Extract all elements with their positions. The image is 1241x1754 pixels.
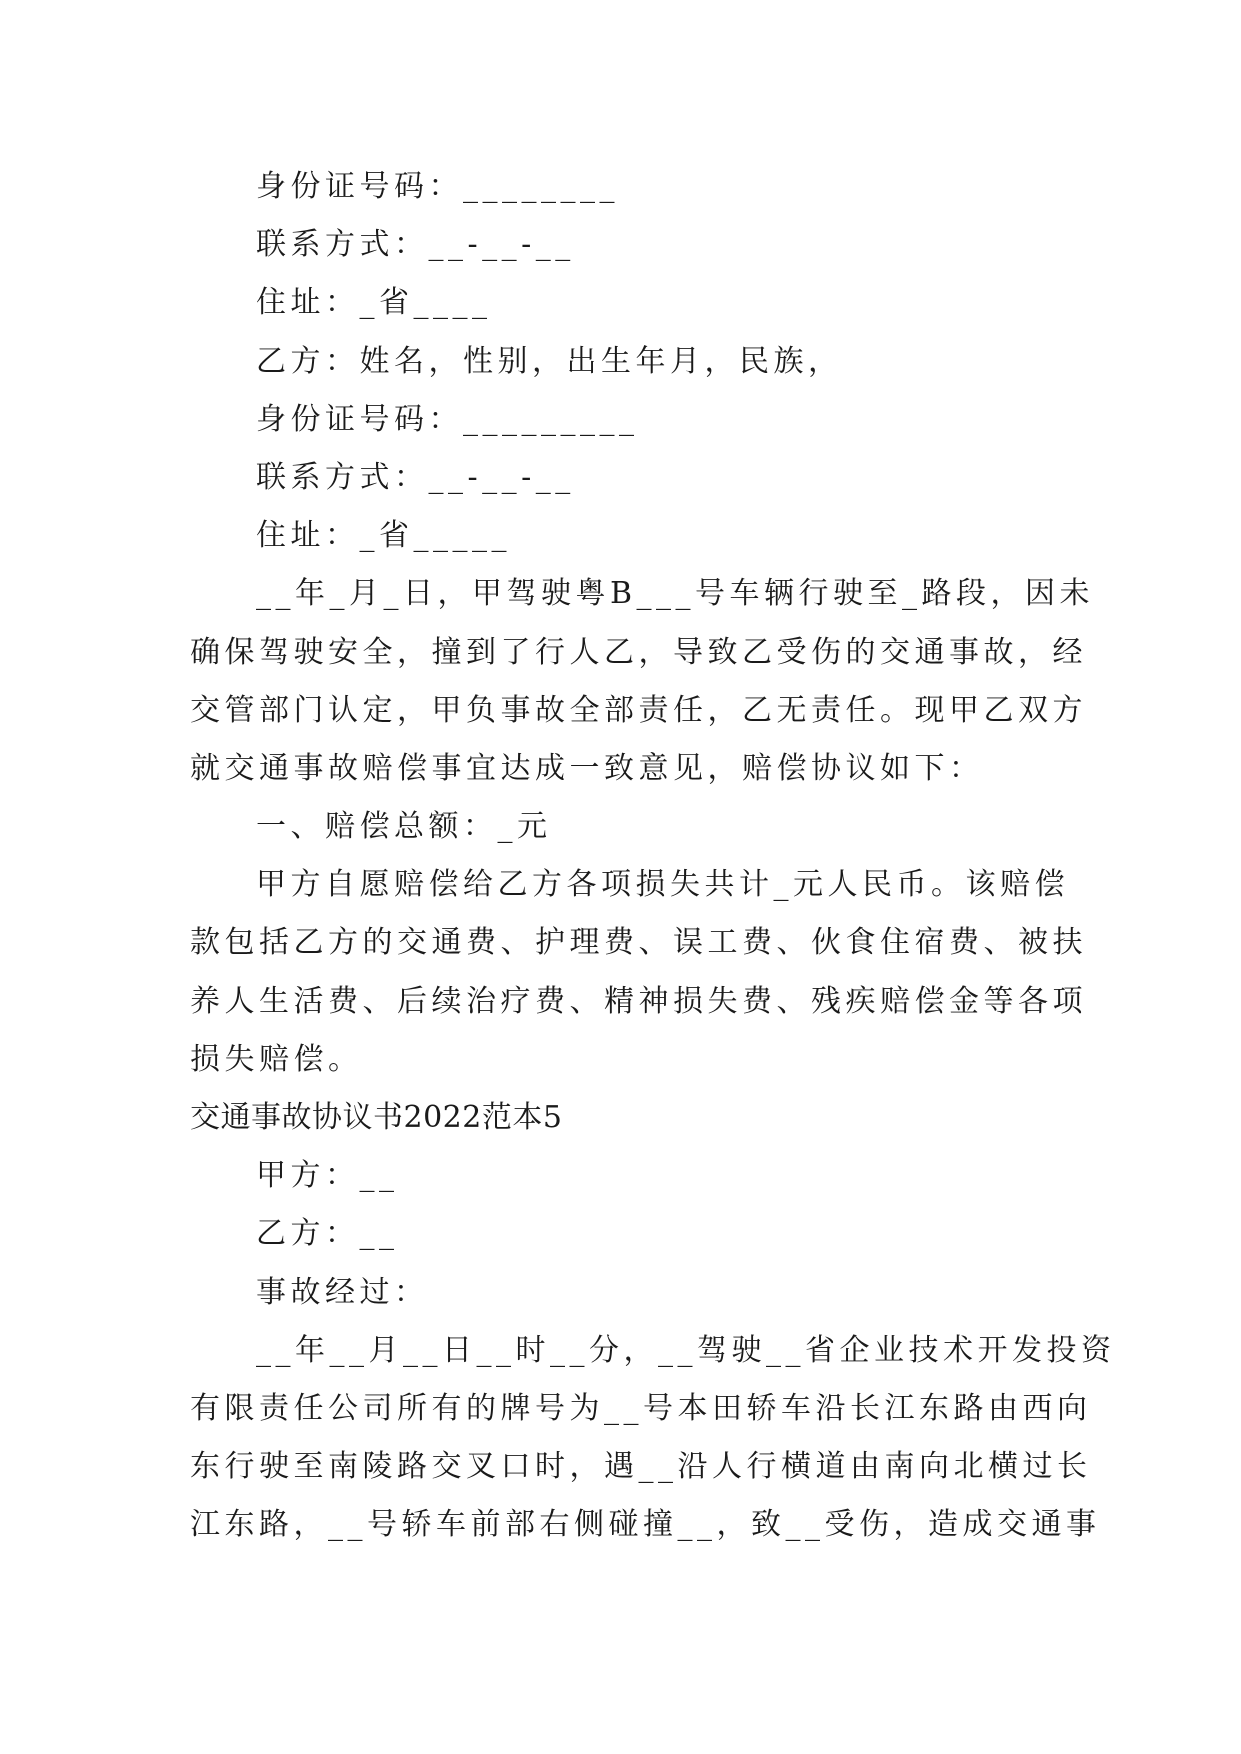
accident-process-line: __年__月__日__时__分，__驾驶__省企业技术开发投资 [256,1332,1116,1368]
section-title: 交通事故协议书2022范本5 [190,1100,563,1135]
accident-paragraph-line: __年_月_日，甲驾驶粤B___号车辆行驶至_路段，因未 [256,576,1095,612]
address-line-party-b: 住址：_省_____ [256,518,511,554]
accident-paragraph-line: 交管部门认定，甲负事故全部责任，乙无责任。现甲乙双方 [190,692,1087,728]
accident-process-line: 江东路，__号轿车前部右侧碰撞__，致__受伤，造成交通事 [190,1507,1101,1543]
accident-paragraph-line: 就交通事故赔偿事宜达成一致意见，赔偿协议如下： [190,750,984,786]
accident-process-label: 事故经过： [256,1274,429,1310]
accident-paragraph-line: 确保驾驶安全，撞到了行人乙，导致乙受伤的交通事故，经 [190,634,1087,670]
compensation-total-heading: 一、赔偿总额：_元 [256,809,552,845]
document-body [190,158,1116,1555]
party-b-line: 乙方：__ [256,1216,399,1252]
id-number-line-party-b: 身份证号码：_________ [256,401,639,437]
party-a-line: 甲方：__ [256,1158,399,1194]
contact-line-party-a: 联系方式：__-__-__ [256,227,575,263]
contact-line-party-b: 联系方式：__-__-__ [256,459,575,495]
compensation-paragraph-line: 养人生活费、后续治疗费、精神损失费、残疾赔偿金等各项 [190,983,1087,1019]
accident-process-line: 有限责任公司所有的牌号为__号本田轿车沿长江东路由西向 [190,1390,1092,1426]
compensation-paragraph-line: 款包括乙方的交通费、护理费、误工费、伙食住宿费、被扶 [190,925,1087,961]
id-number-line-party-a: 身份证号码：________ [256,169,619,204]
compensation-paragraph-line: 损失赔偿。 [190,1041,363,1077]
compensation-paragraph-line: 甲方自愿赔偿给乙方各项损失共计_元人民币。该赔偿 [256,867,1069,903]
accident-process-line: 东行驶至南陵路交叉口时，遇__沿人行横道由南向北横过长 [190,1449,1092,1485]
address-line-party-a: 住址：_省____ [256,285,492,321]
party-b-info-line: 乙方：姓名，性别，出生年月，民族， [256,343,843,379]
